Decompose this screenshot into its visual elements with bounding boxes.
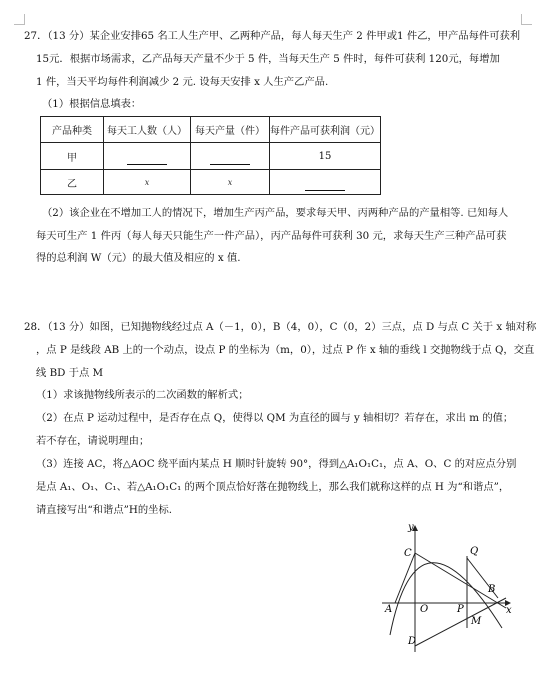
cell-profit-jia: 15 [270,143,381,170]
info-table [40,116,381,195]
q28-line-2: ，点 P 是线段 AB 上的一个动点，设点 P 的坐标为（m，0），过点 P 作 x 轴的垂线 l 交抛物线于点 Q，交直 [36,344,535,356]
q28-sub2-line-1: （2）在点 P 运动过程中，是否存在点 Q，使得以 QM 为直径的圆与 y 轴相切？若存在，求出 m 的值； [36,412,514,424]
q28-sub2-line-2: 若不存在，请说明理由； [36,435,150,447]
crop-mark-top-right [521,14,532,25]
line-cb [415,553,506,608]
cell-product-yi: 乙 [41,170,104,195]
label-b: B [488,584,496,595]
q27-line-3: 1 件，当天平均每件利润减少 2 元. 设每天安排 x 人生产乙产品. [36,76,329,88]
q27-sub2-line-2: 每天可生产 1 件丙（每人每天只能生产一件产品），丙产品每件可获利 30 元，求每天生产三种产品可获 [36,230,507,242]
q27-line-2: 15元．根据市场需求，乙产品每天产量不少于 5 件，当每天生产 5 件时，每件可获利 120元，每增加 [36,53,500,65]
header-output: 每天产量（件） [191,117,270,143]
label-x: x [506,605,512,616]
q28-sub1: （1）求该抛物线所表示的二次函数的解析式； [36,389,249,401]
q28-line-1: 28．（13 分）如图，已知抛物线经过点 A（－1，0），B（4，0），C（0，2）三点，点 D 与点 C 关于 x 轴对称 [24,321,537,333]
q28-sub3-line-2: 是点 A₁、O₁、C₁、若△A₁O₁C₁ 的两个顶点恰好落在抛物线上，那么我们就称这样的点 H 为“和谐点”， [36,481,510,493]
label-m: M [471,616,482,627]
header-workers: 每天工人数（人） [104,117,191,143]
label-o: O [420,604,429,615]
label-d: D [408,636,417,647]
q28-sub3-line-1: （3）连接 AC，将△AOC 绕平面内某点 H 顺时针旋转 90°，得到△A₁O₁C₁，点 A、O、C 的对应点分别 [36,458,517,470]
q27-line-1: 27．（13 分）某企业安排65 名工人生产甲、乙两种产品，每人每天生产 2 件甲或1 件乙，甲产品每件可获利 [24,30,521,42]
header-profit: 每件产品可获利润（元） [270,117,381,143]
cell-blank-profit-yi[interactable] [270,170,381,195]
label-c: C [404,548,412,559]
cell-blank-output-jia[interactable] [191,143,270,170]
q27-sub2-line-1: （2）该企业在不增加工人的情况下，增加生产丙产品，要求每天甲、丙两种产品的产量相等. 已知每人 [42,207,509,219]
label-p: P [457,604,464,615]
label-q: Q [470,546,479,557]
label-a: A [385,604,393,615]
q27-sub1: （1）根据信息填表： [42,98,142,110]
cell-product-jia: 甲 [41,143,104,170]
line-ac [395,553,415,603]
q28-line-3: 线 BD 于点 M [36,367,104,379]
header-product: 产品种类 [41,117,104,143]
crop-mark-top-left [14,14,25,25]
q27-sub2-line-3: 得的总利润 W（元）的最大值及相应的 x 值. [36,252,241,264]
label-y: y [408,522,414,533]
cell-blank-workers-jia[interactable] [104,143,191,170]
cell-workers-yi: x [104,170,191,195]
cell-output-yi: x [191,170,270,195]
parabola-figure [360,520,520,660]
q28-sub3-line-3: 请直接写出“和谐点”H的坐标. [36,504,173,516]
